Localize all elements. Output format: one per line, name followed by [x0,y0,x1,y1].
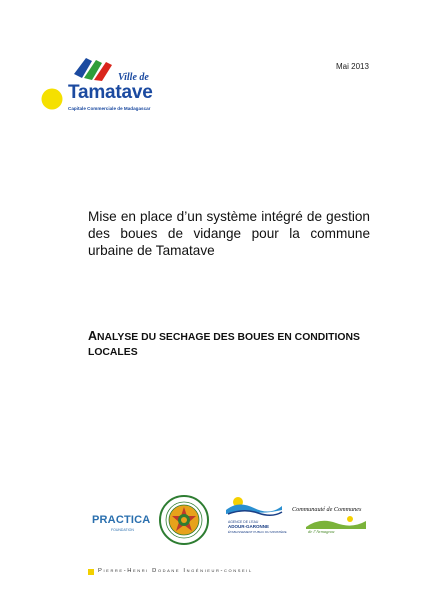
practica-name: PRACTICA [92,514,151,526]
logo-tagline: Capitale Commerciale de Madagascar [68,106,151,111]
subtitle-initial: A [88,329,98,343]
ccom-sub: de l’Armagnac [308,529,335,534]
document-subtitle [88,329,388,360]
logo-ville-de: Ville de [118,72,149,83]
ccom-title: Communauté de Communes [292,506,362,513]
footer-author: Pierre-Henri Dodane Ingénieur-conseil [98,568,253,574]
practica-sub: FOUNDATION [111,528,134,532]
document-date: Mai 2013 [336,62,369,71]
adour-line2: ADOUR-GARONNE [228,524,269,529]
subtitle-text: NALYSE DU SECHAGE DES BOUES EN CONDITIONS LOCALES [88,332,360,358]
footer-accent-square [88,569,94,575]
adour-line3: ÉTABLISSEMENT PUBLIC DU MINISTÈRE [228,530,287,534]
adour-garonne-logo [224,494,287,546]
document-title: Mise en place d’un système intégré de gestion des boues de vidange pour la commune urbaine de Tamatave [88,209,370,258]
adour-line1: AGENCE DE L’EAU [228,520,259,524]
tamatave-logo [40,52,170,122]
wave-icon [224,494,284,518]
ministry-seal-icon [158,494,210,546]
landscape-icon [306,515,366,529]
communaute-communes-logo [292,506,376,546]
logo-city-name: Tamatave [68,82,153,103]
partner-logos [0,488,424,548]
